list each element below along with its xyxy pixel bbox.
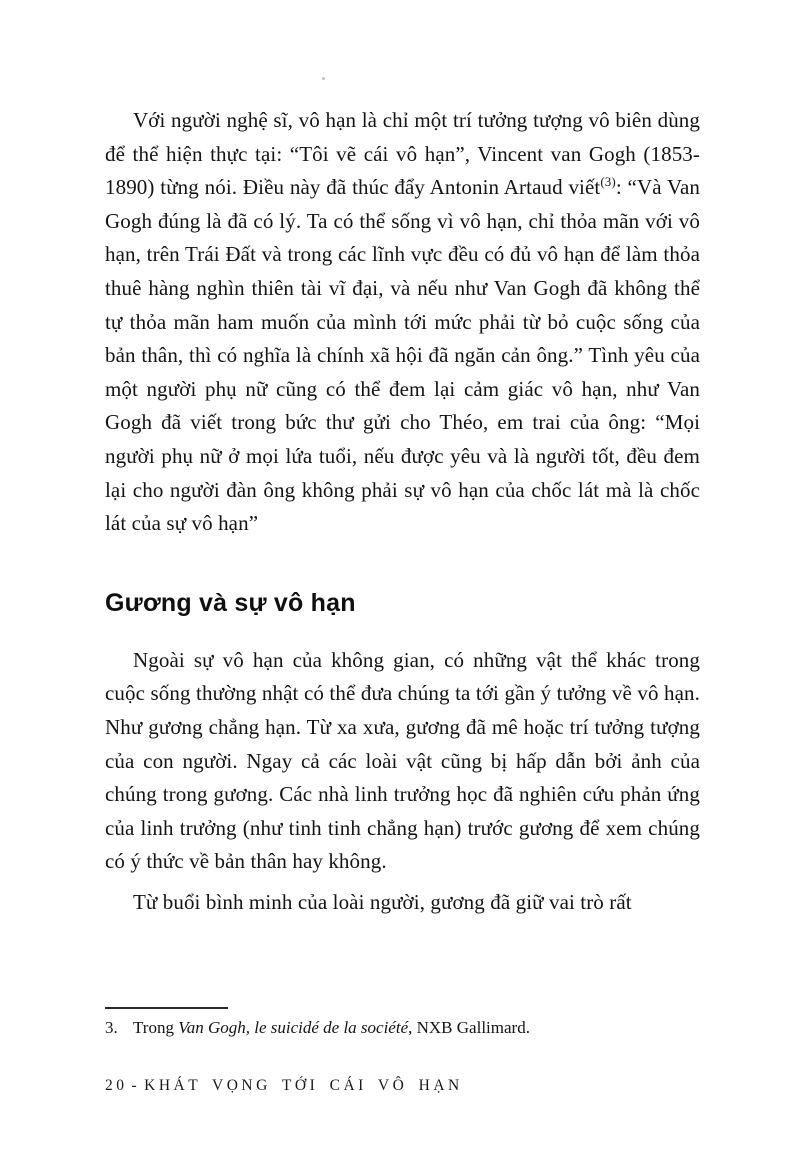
running-title: KHÁT VỌNG TỚI CÁI VÔ HẠN	[144, 1077, 463, 1094]
footnote-text: Trong	[133, 1018, 179, 1037]
footnote-number: 3.	[105, 1018, 118, 1037]
scan-artifact-dot	[322, 77, 325, 80]
section-heading: Gương và sự vô hạn	[105, 588, 356, 617]
footnote-text: , NXB Gallimard.	[408, 1018, 530, 1037]
paragraph-van-gogh	[105, 104, 700, 541]
footer-separator: -	[131, 1077, 141, 1094]
page-number: 20	[105, 1077, 128, 1094]
footnote-3	[105, 1016, 700, 1039]
footnote-block	[105, 1007, 700, 1039]
footnote-book-title: Van Gogh, le suicidé de la société	[178, 1018, 409, 1037]
footnote-reference-3: (3)	[600, 174, 616, 190]
paragraph-mirrors: Ngoài sự vô hạn của không gian, có những vật thể khác trong cuộc sống thường nhật có thể đưa chúng ta tới gần ý tưởng về vô hạn. Như gương chẳng hạn. Từ xa xưa, gương đã mê hoặc trí tưởng tượng của con người. Ngay cả các loài vật cũng bị hấp dẫn bởi ảnh của chúng trong gương. Các nhà linh trưởng học đã nghiên cứu phản ứng của linh trưởng (như tinh tinh chẳng hạn) trước gương để xem chúng có ý thức về bản thân hay không.	[105, 647, 700, 874]
paragraph-dawn-of-mankind: Từ buổi bình minh của loài người, gương đã giữ vai trò rất	[133, 889, 632, 914]
page-footer	[105, 1077, 463, 1095]
page-content	[105, 104, 700, 919]
paragraph-text: Với người nghệ sĩ, vô hạn là chỉ một trí tưởng tượng vô biên dùng để thể hiện thực tại: “Tôi vẽ cái vô hạn”, Vincent van Gogh (1853-1890) từng nói. Điều này đã thúc đẩy Antonin Artaud viết	[105, 108, 700, 200]
footnote-divider	[105, 1007, 228, 1009]
paragraph-text: : “Và Van Gogh đúng là đã có lý. Ta có thể sống vì vô hạn, chỉ thỏa mãn với vô hạn, trên Trái Đất và trong các lĩnh vực đều có đủ vô hạn để làm thỏa thuê hàng nghìn thiên tài vĩ đại, và nếu như Van Gogh đã không thể tự thỏa mãn ham muốn của mình tới mức phải từ bỏ cuộc sống của bản thân, thì có nghĩa là chính xã hội đã ngăn cản ông.” Tình yêu của một người phụ nữ cũng có thể đem lại cảm giác vô hạn, như Van Gogh đã viết trong bức thư gửi cho Théo, em trai của ông: “Mọi người phụ nữ ở mọi lứa tuổi, nếu được yêu và là người tốt, đều đem lại cho người đàn ông không phải sự vô hạn của chốc lát mà là chốc lát của sự vô hạn”	[105, 175, 701, 536]
